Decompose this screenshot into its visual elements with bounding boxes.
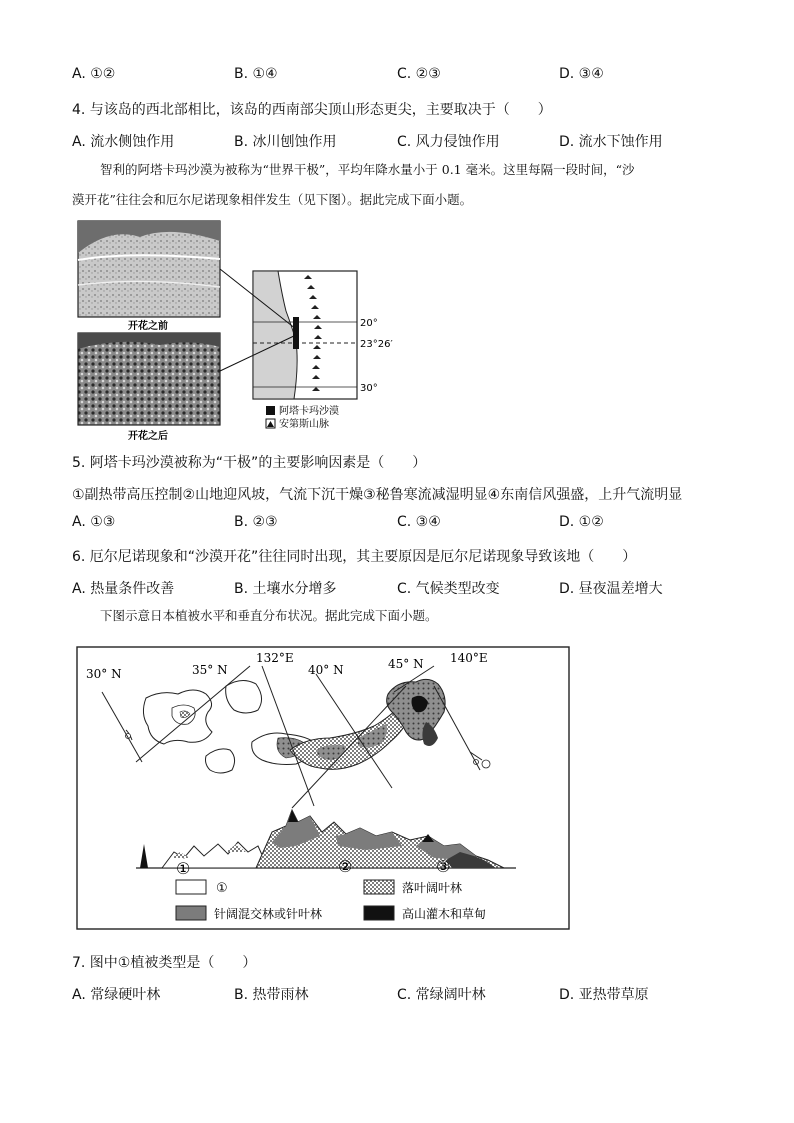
q5-factors: ①副热带高压控制②山地迎风坡，气流下沉干燥③秘鲁寒流减湿明显④东南信风强盛，上升气流明显 bbox=[72, 487, 683, 503]
q3-option-b[interactable]: B. ①④ bbox=[234, 66, 278, 82]
q7-option-c[interactable]: C. 常绿阔叶林 bbox=[397, 987, 486, 1003]
passage-atacama-line1: 智利的阿塔卡玛沙漠为被称为“世界干极”，平均年降水量小于 0.1 毫米。这里每隔一段时间，“沙 bbox=[100, 162, 635, 177]
lon-140e-label: 140°E bbox=[450, 651, 488, 665]
legend-mixed-label: 针阔混交林或针叶林 bbox=[214, 907, 323, 921]
q7-stem: 7. 图中①植被类型是（ ） bbox=[72, 955, 257, 971]
legend-alpine-swatch bbox=[364, 906, 394, 920]
lat-23-26-label: 23°26′ bbox=[360, 339, 393, 350]
passage-atacama bbox=[72, 155, 732, 215]
atacama-map bbox=[253, 271, 393, 399]
q4-option-d[interactable]: D. 流水下蚀作用 bbox=[559, 134, 663, 150]
before-flowering-label: 开花之前 bbox=[128, 321, 168, 332]
q3-options bbox=[72, 66, 752, 86]
q5-option-b[interactable]: B. ②③ bbox=[234, 514, 278, 530]
q7-options bbox=[72, 984, 752, 1004]
q5-option-d[interactable]: D. ①② bbox=[559, 514, 604, 530]
legend-one-label: ① bbox=[216, 881, 228, 896]
before-flowering-photo bbox=[78, 221, 220, 317]
profile-marker-2: ② bbox=[338, 857, 353, 876]
atacama-figure bbox=[70, 215, 410, 445]
legend-andes-label: 安第斯山脉 bbox=[279, 419, 329, 430]
profile-marker-1: ① bbox=[176, 859, 191, 878]
q3-option-a[interactable]: A. ①② bbox=[72, 66, 116, 82]
after-flowering-photo bbox=[78, 333, 220, 425]
legend-alpine-label: 高山灌木和草甸 bbox=[402, 907, 487, 921]
q7-option-d[interactable]: D. 亚热带草原 bbox=[559, 987, 649, 1003]
q4-option-c[interactable]: C. 风力侵蚀作用 bbox=[397, 134, 500, 150]
lat-20-label: 20° bbox=[360, 318, 378, 329]
passage-atacama-line2: 漠开花”往往会和厄尔尼诺现象相伴发生（见下图）。据此完成下面小题。 bbox=[72, 192, 473, 207]
lat-45n-label: 45° N bbox=[388, 657, 424, 671]
lon-132e-label: 132°E bbox=[256, 651, 294, 665]
japan-vegetation-figure bbox=[76, 646, 570, 930]
q4-option-a[interactable]: A. 流水侧蚀作用 bbox=[72, 134, 175, 150]
figure1-legend bbox=[266, 404, 339, 430]
legend-deciduous-swatch bbox=[364, 880, 394, 894]
q7-option-a[interactable]: A. 常绿硬叶林 bbox=[72, 987, 161, 1003]
passage-japan bbox=[72, 601, 732, 631]
q4-options bbox=[72, 131, 752, 151]
q5-stem: 5. 阿塔卡玛沙漠被称为“干极”的主要影响因素是（ ） bbox=[72, 455, 427, 471]
q4-option-b[interactable]: B. 冰川刨蚀作用 bbox=[234, 134, 337, 150]
lat-40n-label: 40° N bbox=[308, 663, 344, 677]
passage-japan-line1: 下图示意日本植被水平和垂直分布状况。据此完成下面小题。 bbox=[100, 608, 438, 623]
q5-option-c[interactable]: C. ③④ bbox=[397, 514, 441, 530]
legend-mixed-swatch bbox=[176, 906, 206, 920]
q5-options bbox=[72, 514, 752, 534]
q6-options bbox=[72, 578, 752, 598]
legend-desert-label: 阿塔卡玛沙漠 bbox=[279, 406, 339, 417]
q5-option-a[interactable]: A. ①③ bbox=[72, 514, 116, 530]
after-flowering-label: 开花之后 bbox=[128, 431, 168, 442]
q6-option-d[interactable]: D. 昼夜温差增大 bbox=[559, 581, 663, 597]
q3-option-d[interactable]: D. ③④ bbox=[559, 66, 604, 82]
legend-one-swatch bbox=[176, 880, 206, 894]
q6-option-c[interactable]: C. 气候类型改变 bbox=[397, 581, 500, 597]
legend-desert-swatch bbox=[266, 406, 275, 415]
q4-stem: 4. 与该岛的西北部相比，该岛的西南部尖顶山形态更尖，主要取决于（ ） bbox=[72, 102, 552, 118]
q6-stem: 6. 厄尔尼诺现象和“沙漠开花”往往同时出现，其主要原因是厄尔尼诺现象导致该地（ ） bbox=[72, 549, 637, 565]
profile-marker-3: ③ bbox=[436, 857, 451, 876]
lat-30-label: 30° bbox=[360, 383, 378, 394]
q6-option-b[interactable]: B. 土壤水分增多 bbox=[234, 581, 337, 597]
lat-35n-label: 35° N bbox=[192, 663, 228, 677]
legend-deciduous-label: 落叶阔叶林 bbox=[402, 881, 463, 895]
lat-30n-label: 30° N bbox=[86, 667, 122, 681]
q6-option-a[interactable]: A. 热量条件改善 bbox=[72, 581, 175, 597]
q7-option-b[interactable]: B. 热带雨林 bbox=[234, 987, 309, 1003]
q3-option-c[interactable]: C. ②③ bbox=[397, 66, 441, 82]
